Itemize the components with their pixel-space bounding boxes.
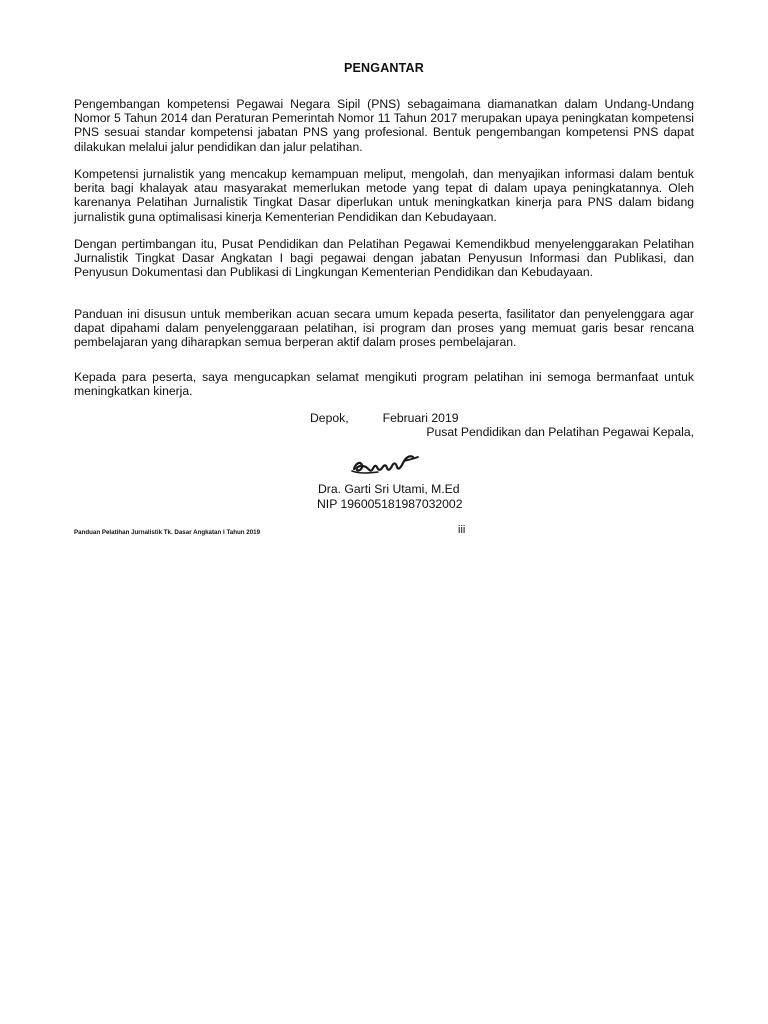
handwritten-signature xyxy=(350,449,422,479)
closing-date: Februari 2019 xyxy=(382,411,459,425)
signer-name: Dra. Garti Sri Utami, M.Ed xyxy=(318,482,460,496)
place-date-line xyxy=(310,411,459,425)
paragraph-5: Kepada para peserta, saya mengucapkan selamat mengikuti program pelatihan ini semoga bermanfaat untuk meningkatkan kinerja. xyxy=(74,370,694,399)
closing-place: Depok, xyxy=(310,411,349,425)
page-number: iii xyxy=(458,524,466,536)
signer-nip: NIP 196005181987032002 xyxy=(317,497,463,511)
closing-institution: Pusat Pendidikan dan Pelatihan Pegawai Kepala, xyxy=(426,425,694,439)
paragraph-1: Pengembangan kompetensi Pegawai Negara Sipil (PNS) sebagaimana diamanatkan dalam Undang-Undang Nomor 5 Tahun 2014 dan Peraturan Pemerintah Nomor 11 Tahun 2017 merupakan upaya peningkatan kompetensi PNS sesuai standar kompetensi jabatan PNS yang profesional. Bentuk pengembangan kompetensi PNS dapat dilakukan melalui jalur pendidikan dan jalur pelatihan. xyxy=(74,97,694,154)
paragraph-4: Panduan ini disusun untuk memberikan acuan secara umum kepada peserta, fasilitator dan penyelenggara agar dapat dipahami dalam penyelenggaraan pelatihan, isi program dan proses yang memuat garis besar rencana pembelajaran yang diharapkan semua berperan aktif dalam proses pembelajaran. xyxy=(74,307,694,350)
paragraph-2: Kompetensi jurnalistik yang mencakup kemampuan meliput, mengolah, dan menyajikan informasi dalam bentuk berita bagi khalayak atau masyarakat memerlukan metode yang tepat di dalam upaya peningkatannya. Oleh karenanya Pelatihan Jurnalistik Tingkat Dasar diperlukan untuk meningkatkan kinerja para PNS dalam bidang jurnalistik guna optimalisasi kinerja Kementerian Pendidikan dan Kebudayaan. xyxy=(74,167,694,224)
paragraph-3: Dengan pertimbangan itu, Pusat Pendidikan dan Pelatihan Pegawai Kemendikbud menyelenggarakan Pelatihan Jurnalistik Tingkat Dasar Angkatan I bagi pegawai dengan jabatan Penyusun Informasi dan Publikasi, dan Penyusun Dokumentasi dan Publikasi di Lingkungan Kementerian Pendidikan dan Kebudayaan. xyxy=(74,237,694,280)
page-title: PENGANTAR xyxy=(343,61,425,75)
footer-document-title: Panduan Pelatihan Jurnalistik Tk. Dasar Angkatan I Tahun 2019 xyxy=(74,529,261,536)
